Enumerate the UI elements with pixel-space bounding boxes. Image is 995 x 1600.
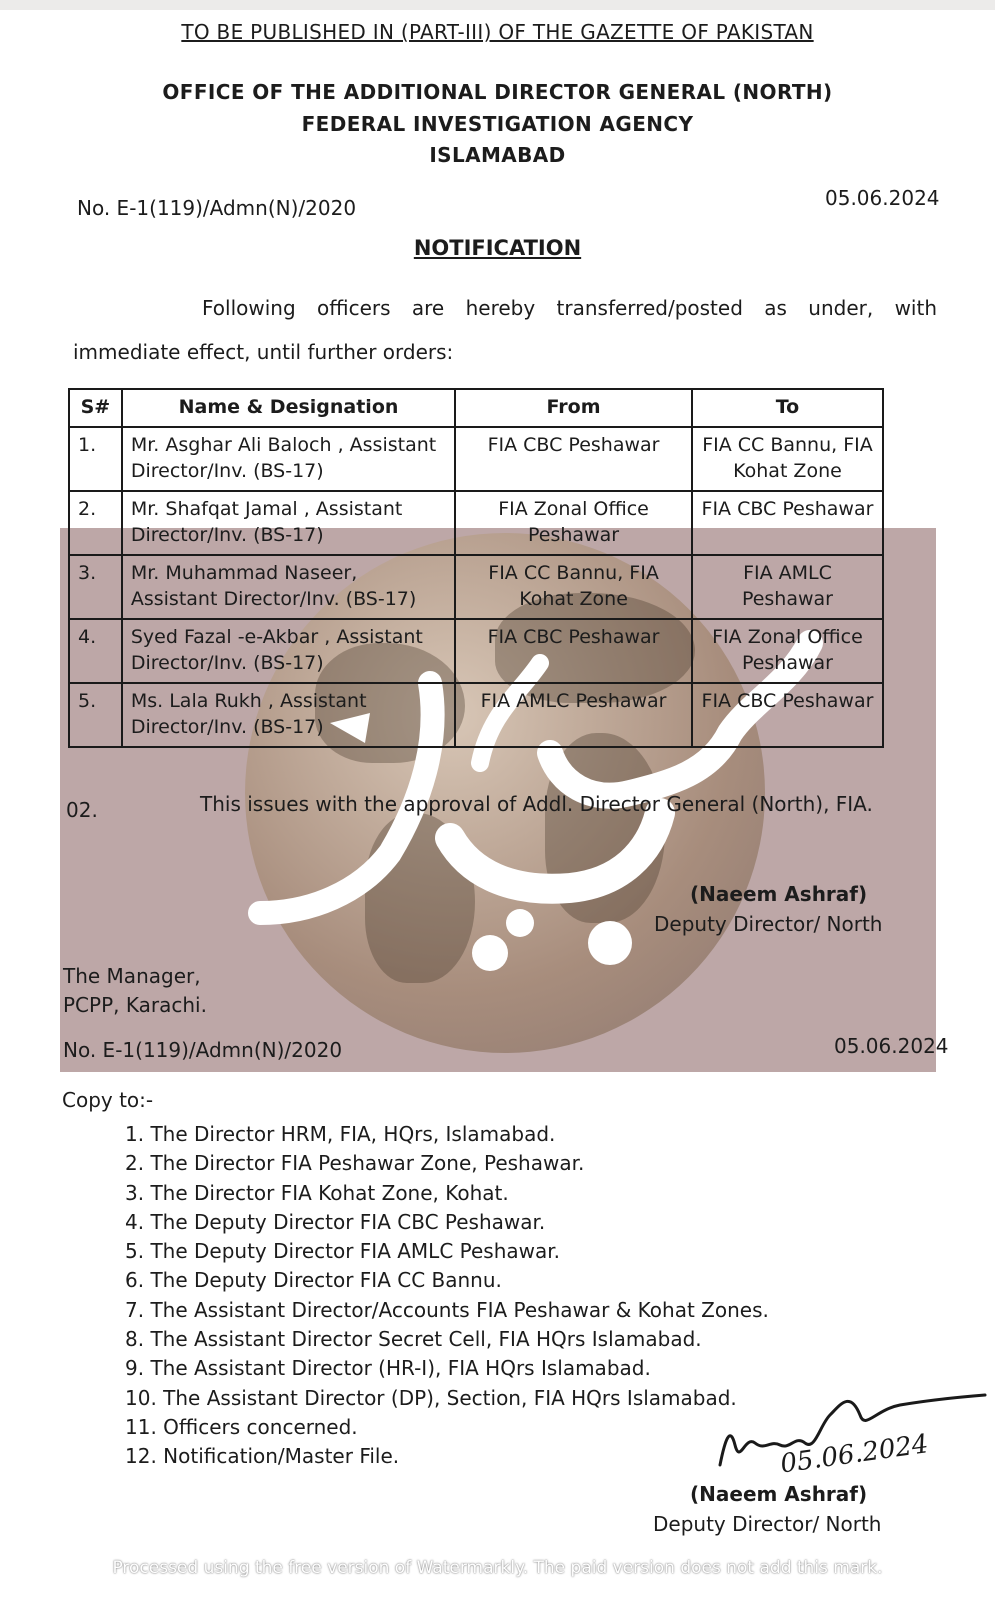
notification-title: NOTIFICATION <box>413 236 582 260</box>
agency-title: FEDERAL INVESTIGATION AGENCY <box>301 112 694 136</box>
intro-line-2: immediate effect, until further orders: <box>73 340 454 364</box>
copy-to-list <box>125 1120 769 1472</box>
list-item: 6. The Deputy Director FIA CC Bannu. <box>125 1268 502 1293</box>
cell-from: FIA CC Bannu, FIA Kohat Zone <box>455 555 692 619</box>
header-sn: S# <box>69 389 122 427</box>
table-row <box>69 427 883 491</box>
list-item: 1. The Director HRM, FIA, HQrs, Islamabad. <box>125 1122 556 1146</box>
cell-name: Ms. Lala Rukh , Assistant Director/Inv. (BS-17) <box>122 683 455 747</box>
cell-from: FIA Zonal Office Peshawar <box>455 491 692 555</box>
cell-to: FIA AMLC Peshawar <box>692 555 883 619</box>
cell-name: Mr. Muhammad Naseer, Assistant Director/Inv. (BS-17) <box>122 555 455 619</box>
list-item: 8. The Assistant Director Secret Cell, FIA HQrs Islamabad. <box>125 1327 702 1352</box>
signatory-name: (Naeem Ashraf) <box>690 882 868 906</box>
transfers-table <box>68 388 884 748</box>
header-to: To <box>692 389 883 427</box>
cell-from: FIA CBC Peshawar <box>455 427 692 491</box>
list-item: 2. The Director FIA Peshawar Zone, Peshawar. <box>125 1151 585 1176</box>
cell-sn: 1. <box>69 427 122 491</box>
reference-date: 05.06.2024 <box>825 186 940 210</box>
table-row <box>69 491 883 555</box>
signature-designation: Deputy Director/ North <box>653 1512 882 1536</box>
para-number: 02. <box>66 798 98 822</box>
recipient-line-1: The Manager, <box>63 964 201 988</box>
list-item: 4. The Deputy Director FIA CBC Peshawar. <box>125 1209 546 1234</box>
office-title: OFFICE OF THE ADDITIONAL DIRECTOR GENERAL (NORTH) <box>162 80 833 104</box>
table-row <box>69 619 883 683</box>
copy-to-label: Copy to:- <box>62 1088 154 1112</box>
cell-name: Syed Fazal -e-Akbar , Assistant Director/Inv. (BS-17) <box>122 619 455 683</box>
cell-to: FIA CBC Peshawar <box>692 491 883 555</box>
recipient-line-2: PCPP, Karachi. <box>63 993 207 1017</box>
header-name: Name & Designation <box>122 389 455 427</box>
cell-sn: 5. <box>69 683 122 747</box>
cell-from: FIA CBC Peshawar <box>455 619 692 683</box>
cell-name: Mr. Shafqat Jamal , Assistant Director/Inv. (BS-17) <box>122 491 455 555</box>
city-title: ISLAMABAD <box>429 143 566 167</box>
watermark-footer-note: Processed using the free version of Watermarkly. The paid version does not add this mark. <box>112 1558 883 1578</box>
list-item: 10. The Assistant Director (DP), Section, FIA HQrs Islamabad. <box>125 1385 737 1410</box>
handwritten-date: 05.06.2024 <box>778 1429 931 1480</box>
signatory-designation: Deputy Director/ North <box>654 912 883 936</box>
intro-line-1: Following officers are hereby transferred/posted as under, with <box>202 296 937 320</box>
list-item: 12. Notification/Master File. <box>125 1444 400 1469</box>
table-row <box>69 683 883 747</box>
reference-date-2: 05.06.2024 <box>834 1034 949 1058</box>
cell-to: FIA Zonal Office Peshawar <box>692 619 883 683</box>
reference-number-2: No. E-1(119)/Admn(N)/2020 <box>63 1038 343 1062</box>
cell-name: Mr. Asghar Ali Baloch , Assistant Director/Inv. (BS-17) <box>122 427 455 491</box>
cell-sn: 4. <box>69 619 122 683</box>
signature-icon <box>700 1385 990 1495</box>
gazette-heading: TO BE PUBLISHED IN (PART-III) OF THE GAZETTE OF PAKISTAN <box>181 20 814 44</box>
table-row <box>69 555 883 619</box>
cell-from: FIA AMLC Peshawar <box>455 683 692 747</box>
list-item: 11. Officers concerned. <box>125 1414 358 1439</box>
list-item: 5. The Deputy Director FIA AMLC Peshawar. <box>125 1239 561 1264</box>
cell-to: FIA CC Bannu, FIA Kohat Zone <box>692 427 883 491</box>
list-item: 7. The Assistant Director/Accounts FIA Peshawar & Kohat Zones. <box>125 1297 769 1322</box>
signature-name: (Naeem Ashraf) <box>690 1482 868 1506</box>
cell-sn: 2. <box>69 491 122 555</box>
list-item: 9. The Assistant Director (HR-I), FIA HQrs Islamabad. <box>125 1356 651 1381</box>
para-text: This issues with the approval of Addl. Director General (North), FIA. <box>200 792 873 816</box>
header-from: From <box>455 389 692 427</box>
cell-to: FIA CBC Peshawar <box>692 683 883 747</box>
reference-number: No. E-1(119)/Admn(N)/2020 <box>77 196 357 220</box>
list-item: 3. The Director FIA Kohat Zone, Kohat. <box>125 1180 509 1205</box>
top-strip <box>0 0 995 10</box>
cell-sn: 3. <box>69 555 122 619</box>
table-header-row <box>69 389 883 427</box>
